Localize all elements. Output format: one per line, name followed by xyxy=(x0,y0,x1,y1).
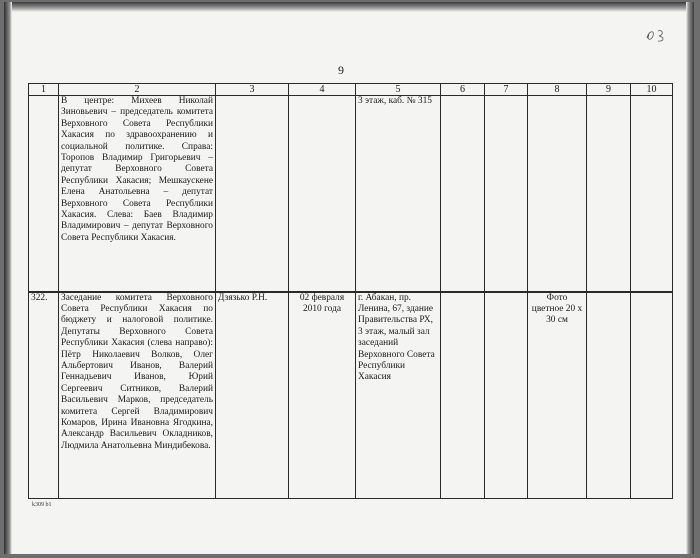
header-cell: 8 xyxy=(528,84,587,96)
scanned-page xyxy=(4,2,694,554)
cell-col9 xyxy=(587,96,631,292)
row-number xyxy=(29,96,59,292)
cell-col6 xyxy=(441,96,485,292)
photo-format: Фото цветное 20 x 30 см xyxy=(528,292,587,499)
scan-edge-right xyxy=(686,2,694,554)
cell-col6 xyxy=(441,292,485,499)
cell-col7 xyxy=(485,96,528,292)
photo-format xyxy=(528,96,587,292)
table-row xyxy=(29,292,673,499)
cell-col10 xyxy=(631,96,673,292)
header-cell: 3 xyxy=(216,84,289,96)
photo-date xyxy=(289,96,356,292)
table-row xyxy=(29,96,673,292)
scan-edge-left xyxy=(4,2,12,554)
scan-edge-top xyxy=(4,2,694,12)
catalog-table xyxy=(28,83,673,499)
page-number: 9 xyxy=(338,63,344,77)
header-cell: 7 xyxy=(485,84,528,96)
cell-col10 xyxy=(631,292,673,499)
photo-author xyxy=(216,96,289,292)
header-cell: 5 xyxy=(356,84,441,96)
cell-col9 xyxy=(587,292,631,499)
photo-description: В центре: Михеев Николай Зиновьевич – председатель комитета Верховного Совета Республики Хакасия по здравоохранению и социальной политике. Справа: Торопов Владимир Григорьевич – депутат Верховного Совета Республики Хакасия; Мешкаускене Елена Анатольевна – депутат Верховного Совета Республики Хакасия. Слева: Баев Владимир Владимирович – депутат Верховного Совета Республики Хакасия. xyxy=(59,96,216,292)
header-row xyxy=(29,84,673,96)
header-cell: 6 xyxy=(441,84,485,96)
photo-author: Дзязько Р.Н. xyxy=(216,292,289,499)
photo-description: Заседание комитета Верховного Совета Республики Хакасия по бюджету и налоговой политике. Депутаты Верховного Совета Республики Хакасия (слева направо): Пётр Николаевич Волков, Олег Альбертович Иванов, Валерий Геннадьевич Иванов, Юрий Сергеевич Ситников, Валерий Васильевич Марков, председатель комитета Сергей Владимирович Комаров, Ирина Ивановна Ягодкина, Александр Васильевич Окладников, Людмила Анатольевна Миндибекова. xyxy=(59,292,216,499)
photo-place: 3 этаж, каб. № 315 xyxy=(356,96,441,292)
header-cell: 4 xyxy=(289,84,356,96)
cell-col7 xyxy=(485,292,528,499)
header-cell: 10 xyxy=(631,84,673,96)
header-cell: 9 xyxy=(587,84,631,96)
footnote-code: k309 b1 xyxy=(32,502,52,508)
handwritten-mark xyxy=(644,26,674,44)
photo-place: г. Абакан, пр. Ленина, 67, здание Правительства РХ, 3 этаж, малый зал заседаний Верховного Совета Республики Хакасия xyxy=(356,292,441,499)
photo-date: 02 февраля 2010 года xyxy=(289,292,356,499)
row-number: 322. xyxy=(29,292,59,499)
header-cell: 2 xyxy=(59,84,216,96)
header-cell: 1 xyxy=(29,84,59,96)
